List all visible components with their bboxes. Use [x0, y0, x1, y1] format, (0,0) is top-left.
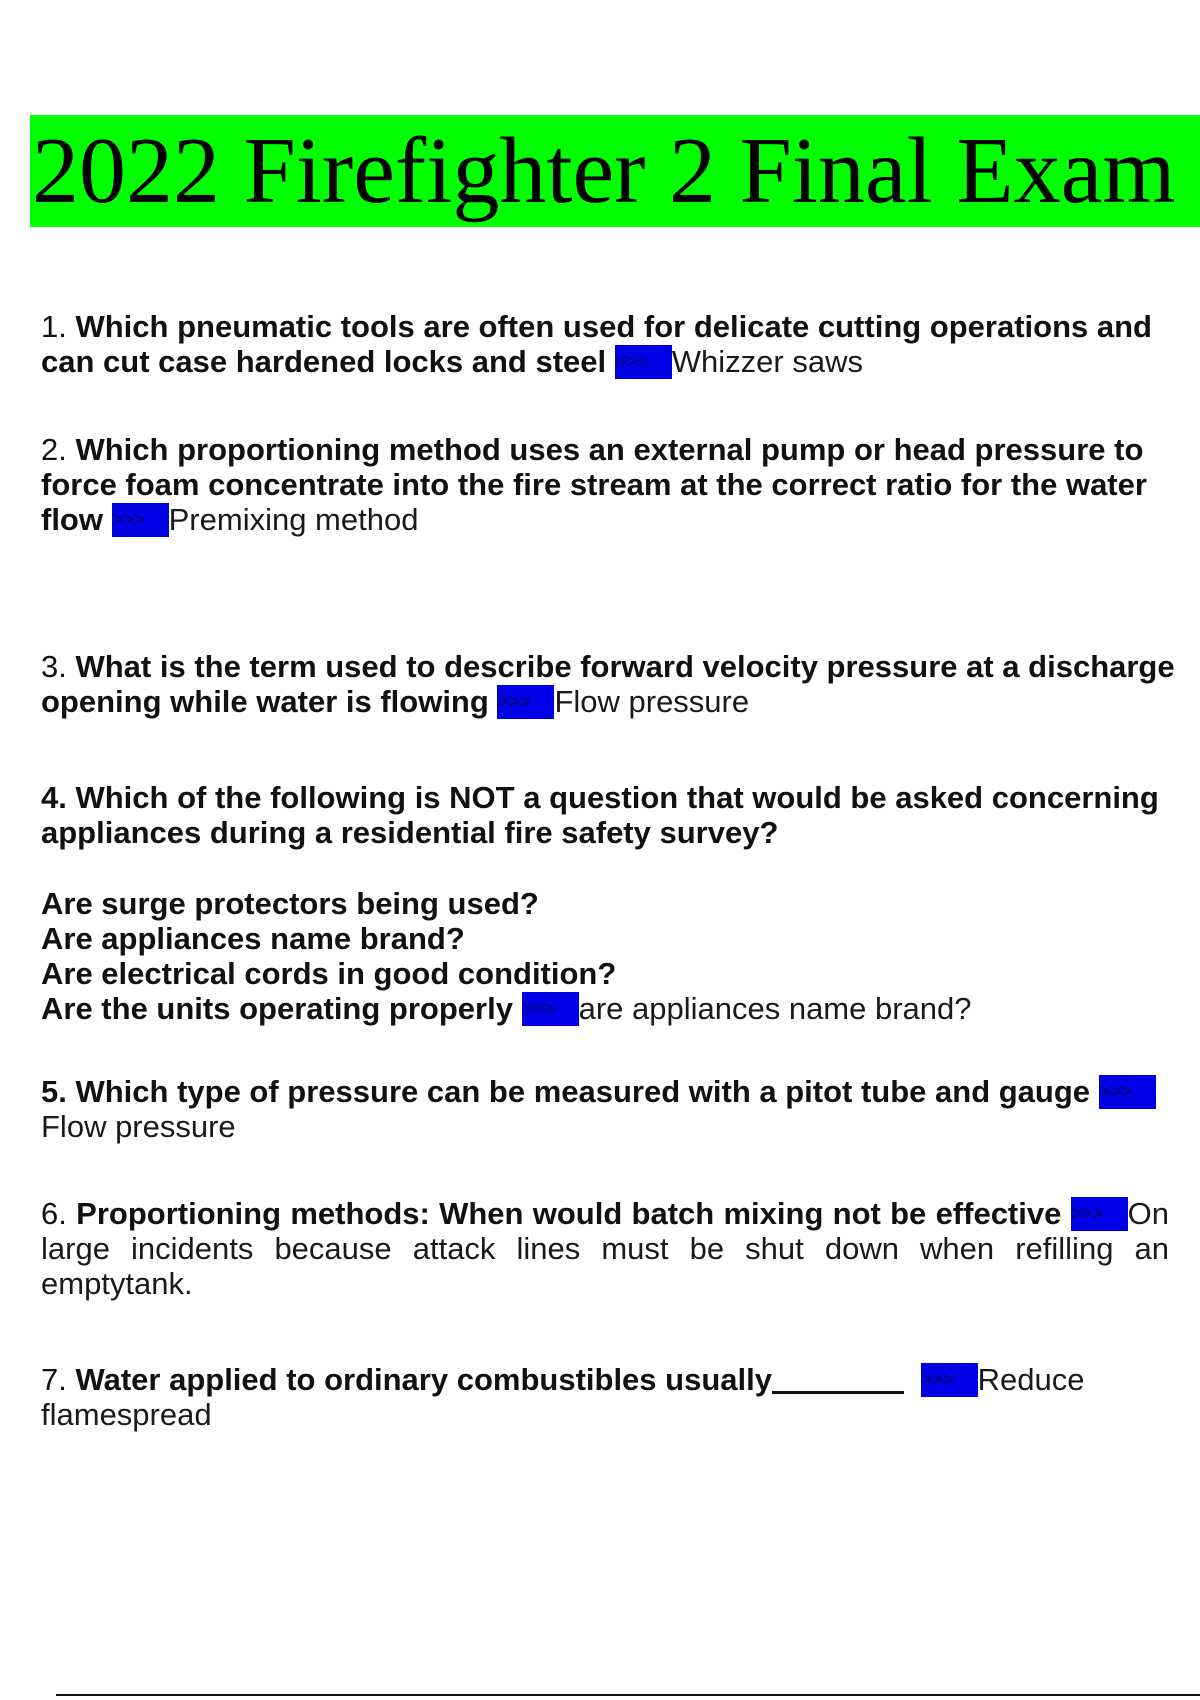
- option-item: Are surge protectors being used?: [41, 886, 539, 921]
- title-banner: [30, 115, 1200, 227]
- footer-divider: [56, 1694, 1200, 1696]
- answer-text: Whizzer saws: [671, 344, 863, 379]
- question-item-7: [41, 1362, 1121, 1432]
- document-title: 2022 Firefighter 2 Final Exam: [32, 119, 1176, 223]
- question-number: 6.: [41, 1196, 67, 1231]
- answer-marker: >>>: [112, 503, 169, 537]
- answer-marker: >>>: [615, 345, 672, 379]
- answer-options: [41, 886, 1191, 1026]
- answer-marker: >>>: [1099, 1075, 1156, 1109]
- question-number: 3.: [41, 649, 67, 684]
- question-item-5: [41, 1074, 1191, 1144]
- question-text: Proportioning methods: When would batch mixing not be effective: [76, 1196, 1062, 1231]
- option-item: Are electrical cords in good condition?: [41, 956, 617, 991]
- answer-text: Premixing method: [168, 502, 419, 537]
- question-text: Which of the following is NOT a question that would be asked concerning appliances during a residential fire safety survey?: [41, 780, 1159, 850]
- question-item-3: [41, 649, 1191, 719]
- question-item-6: [41, 1196, 1169, 1301]
- answer-marker: >>>: [497, 685, 554, 719]
- question-item-2: [41, 432, 1191, 537]
- fill-in-blank: [772, 1391, 904, 1394]
- question-number: 2.: [41, 432, 67, 467]
- question-number: 1.: [41, 309, 67, 344]
- question-text: Which proportioning method uses an external pump or head pressure to force foam concentrate into the fire stream at the correct ratio for the water flow: [41, 432, 1147, 537]
- answer-text: Flow pressure: [554, 684, 750, 719]
- answer-text: Flow pressure: [41, 1109, 236, 1144]
- answer-marker: >>>: [921, 1363, 978, 1397]
- question-number: 4.: [41, 780, 67, 815]
- answer-marker: >>>: [1071, 1197, 1128, 1231]
- question-text: Water applied to ordinary combustibles usually: [75, 1362, 772, 1397]
- question-number: 7.: [41, 1362, 67, 1397]
- question-number: 5.: [41, 1074, 67, 1109]
- answer-text: Reduce flamespread: [41, 1362, 1085, 1432]
- question-text: What is the term used to describe forward velocity pressure at a discharge opening while water is flowing: [41, 649, 1175, 719]
- option-item: Are the units operating properly: [41, 991, 513, 1026]
- question-text: Which pneumatic tools are often used for delicate cutting operations and can cut case hardened locks and steel: [41, 309, 1152, 379]
- answer-text: are appliances name brand?: [578, 991, 972, 1026]
- question-item-4: [41, 780, 1191, 1026]
- question-text: Which type of pressure can be measured with a pitot tube and gauge: [75, 1074, 1091, 1109]
- answer-marker: >>>: [522, 992, 579, 1026]
- answer-text: On large incidents because attack lines must be shut down when refilling an emptytank.: [41, 1196, 1169, 1301]
- option-item: Are appliances name brand?: [41, 921, 465, 956]
- question-item-1: [41, 309, 1191, 379]
